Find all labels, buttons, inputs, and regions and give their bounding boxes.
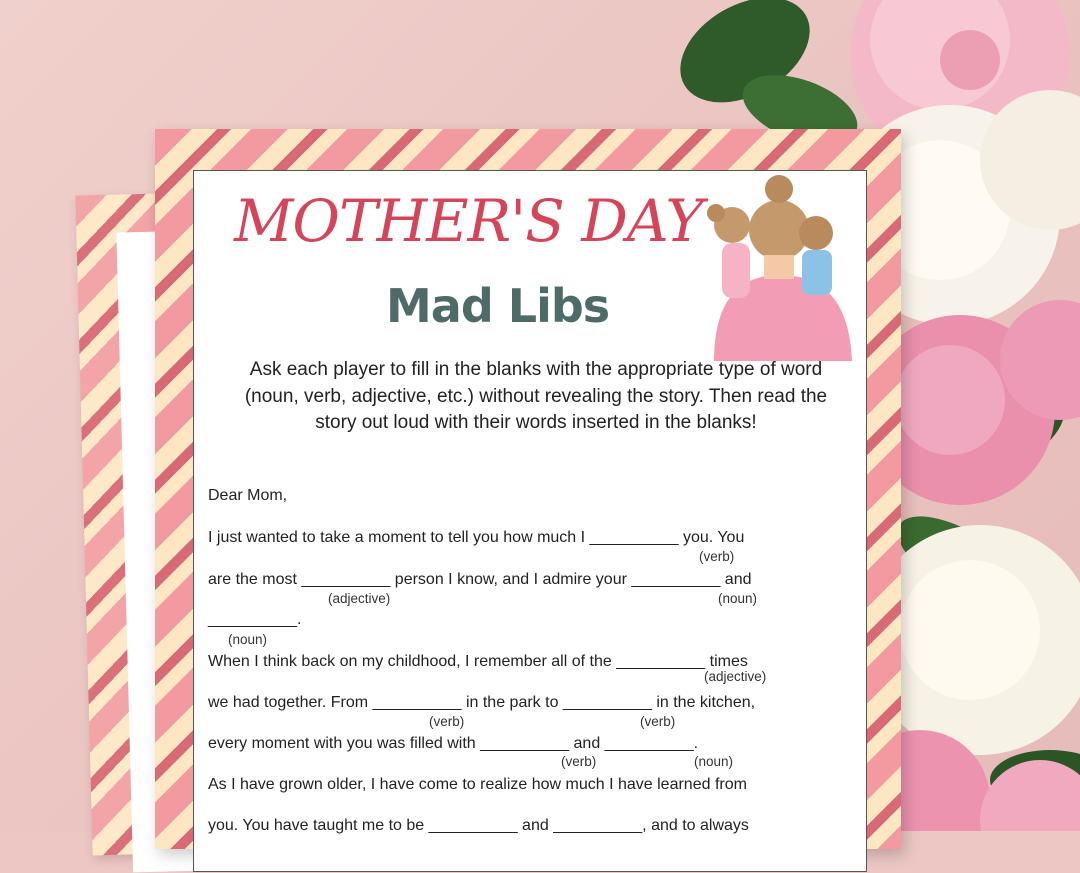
hint-verb-4: (verb) bbox=[561, 754, 597, 769]
story-line-1: I just wanted to take a moment to tell you how much I __________ you. You bbox=[208, 529, 745, 546]
hint-noun-3: (noun) bbox=[694, 754, 734, 769]
hint-adjective-1: (adjective) bbox=[328, 591, 391, 606]
hint-noun-1: (noun) bbox=[718, 591, 758, 606]
mother-children-illustration bbox=[694, 175, 860, 361]
story-line-8: you. You have taught me to be __________ and __________, and to always bbox=[208, 817, 749, 834]
hint-verb-2: (verb) bbox=[429, 714, 465, 729]
instructions-text: Ask each player to fill in the blanks with the appropriate type of word (noun, verb, adjective, etc.) without revealing the story. Then read the story out loud with their words inserted in the blanks! bbox=[244, 359, 828, 433]
story-line-6: every moment with you was filled with __________ and __________. bbox=[208, 735, 699, 752]
page-subtitle: Mad Libs bbox=[386, 279, 610, 333]
hint-noun-2: (noun) bbox=[228, 632, 268, 647]
sheet-content bbox=[193, 170, 867, 872]
mad-libs-sheet bbox=[155, 129, 901, 849]
page-title: MOTHER'S DAY bbox=[234, 187, 703, 255]
hint-verb-3: (verb) bbox=[640, 714, 676, 729]
story-line-3: __________. bbox=[208, 611, 302, 628]
story-line-5: we had together. From __________ in the park to __________ in the kitchen, bbox=[208, 694, 756, 711]
story-line-4: When I think back on my childhood, I remember all of the __________ times bbox=[208, 653, 748, 670]
hint-adjective-2: (adjective) bbox=[704, 669, 767, 684]
story-line-7: As I have grown older, I have come to realize how much I have learned from bbox=[208, 776, 747, 793]
hint-verb-1: (verb) bbox=[699, 549, 735, 564]
story-line-2: are the most __________ person I know, and I admire your __________ and bbox=[208, 571, 752, 588]
story-greeting: Dear Mom, bbox=[208, 487, 288, 504]
